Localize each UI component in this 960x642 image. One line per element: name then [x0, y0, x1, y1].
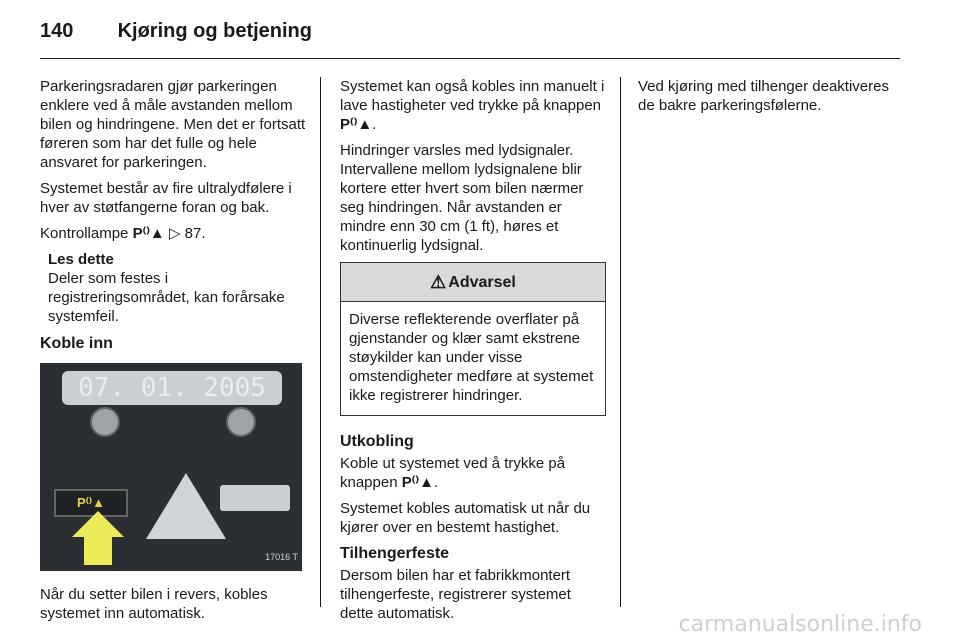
auto-off-paragraph: Systemet kobles automatisk ut når du kjører over en bestemt hastighet.: [340, 500, 591, 536]
column-divider-1: [320, 77, 321, 607]
warning-title: Advarsel: [448, 273, 516, 291]
column-divider-2: [620, 77, 621, 607]
park-assist-button: P⁽⁾▲: [54, 489, 128, 517]
warning-body: Diverse reflekterende overflater på gjenstander og klær samt ekstrene støykilder kan under visse omstendigheter medføre at systemet ikke registrerer hindringer.: [349, 311, 594, 404]
heading-tilhengerfeste: Tilhengerfeste: [340, 545, 450, 562]
sensors-paragraph: Systemet består av fire ultralydfølere i hver av støtfangerne foran og bak.: [40, 180, 292, 216]
deactivation-paragraph: Koble ut systemet ved å trykke på knappen P⁽⁾▲.: [340, 455, 566, 491]
signal-paragraph: Hindringer varsles med lydsignaler. Intervallene mellom lydsignalene blir kortere etter hvert som bilen nærmer seg hindringen. Når avstanden er mindre enn 30 cm (1 ft), høres et kontinuerlig lydsignal.: [340, 142, 584, 254]
park-assist-symbol-icon: P⁽⁾▲: [340, 116, 373, 133]
arrow-shaft: [84, 535, 112, 565]
trailer-paragraph: Ved kjøring med tilhenger deaktiveres de bakre parkeringsfølerne.: [638, 78, 889, 114]
header-rule: [40, 58, 900, 59]
switch-icon: [220, 485, 290, 511]
page-title: Kjøring og betjening: [117, 20, 312, 42]
page-number: 140: [40, 20, 74, 42]
left-knob-icon: [90, 407, 120, 437]
note-title: Les dette: [48, 251, 114, 268]
park-assist-symbol-icon: P⁽⁾▲: [401, 474, 434, 491]
figure-code: 17016 T: [265, 552, 298, 562]
park-assist-symbol-icon: P⁽⁾▲: [132, 225, 165, 242]
note-block: [40, 250, 308, 326]
warning-box: [340, 262, 606, 416]
column-2: [340, 77, 606, 630]
arrow-up-icon: [72, 511, 124, 537]
right-knob-icon: [226, 407, 256, 437]
reverse-paragraph: Når du setter bilen i revers, kobles systemet inn automatisk.: [40, 586, 268, 622]
watermark: carmanualsonline.info: [678, 612, 922, 637]
page-reference-link[interactable]: ▷ 87.: [168, 225, 206, 242]
towbar-paragraph: Dersom bilen har et fabrikkmontert tilhengerfeste, registrerer systemet dette automatisk.: [340, 567, 571, 622]
warning-triangle-icon: ⚠: [430, 271, 447, 292]
page-header: [40, 20, 312, 43]
intro-paragraph: Parkeringsradaren gjør parkeringen enklere ved å måle avstanden mellom bilen og hindringene. Men det er fortsatt føreren som har det fulle og hele ansvaret for parkeringen.: [40, 78, 306, 171]
column-1: [40, 77, 308, 630]
dashboard-photo: [40, 363, 302, 571]
manual-activation-paragraph: Systemet kan også kobles inn manuelt i lave hastigheter ved trykke på knappen P⁽⁾▲.: [340, 78, 605, 133]
heading-utkobling: Utkobling: [340, 433, 414, 450]
heading-koble-inn: Koble inn: [40, 335, 113, 352]
hazard-triangle-icon: [146, 473, 226, 539]
clock-display: 07. 01. 2005: [62, 371, 282, 405]
note-body: Deler som festes i registreringsområdet, kan forårsake systemfeil.: [48, 270, 285, 325]
column-3: [638, 77, 898, 122]
control-lamp-paragraph: Kontrollampe P⁽⁾▲ ▷ 87.: [40, 225, 206, 242]
warning-header: [341, 263, 605, 302]
